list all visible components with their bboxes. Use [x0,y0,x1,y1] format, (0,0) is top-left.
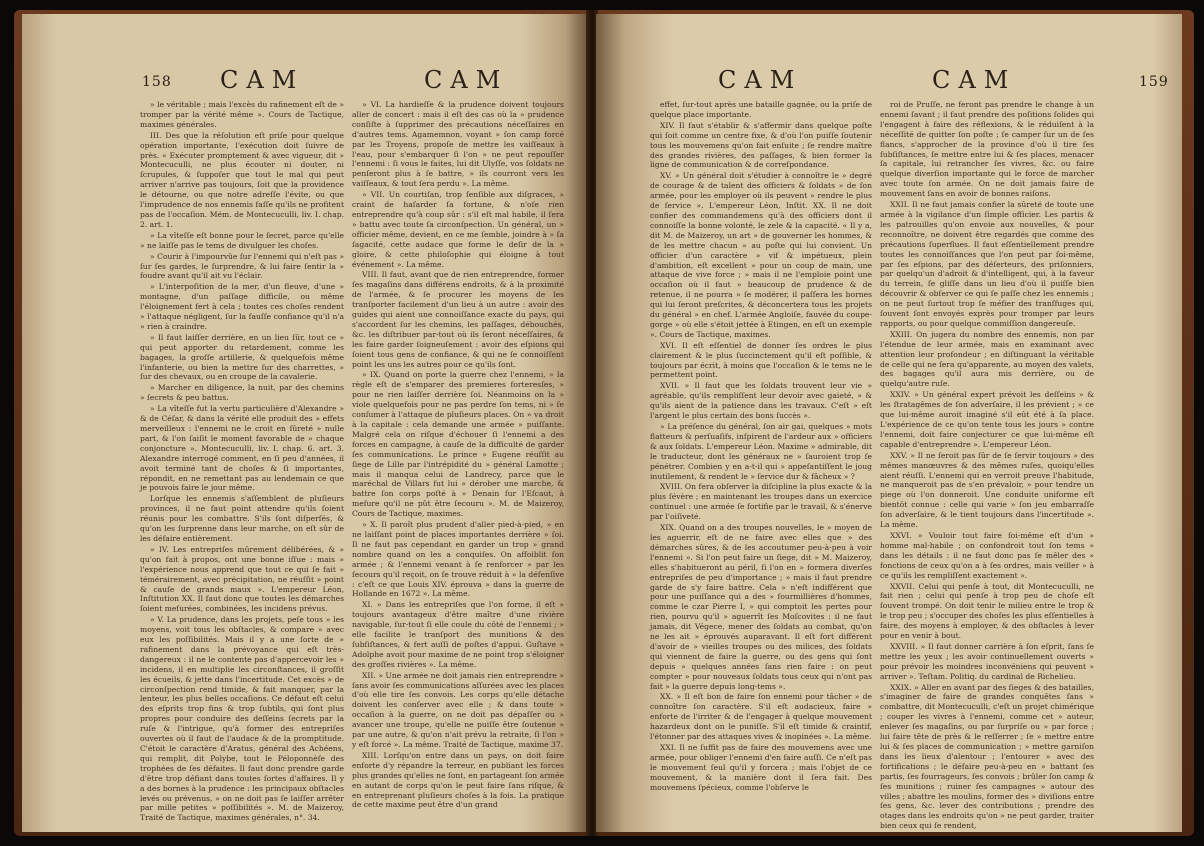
paragraph: XXIV. » Un général expert prévoit les deſſeins » & les ſtratagêmes de ſon adverſaire, il les prévient ; » ce que lui-même auroit imaginé s'il eût été à ſa place. L'expérience de ce qu'on tente tous les jours » contre l'ennemi, doit faire conjecturer ce que lui-même eſt capable d'entreprendre ». L'empereur Léon. [880,390,1094,449]
paragraph: XV. » Un général doit s'étudier à connoître le » degré de courage & de talent des officiers & ſoldats » de ſon armée, pour les employer où ils peuvent » rendre le plus de ſervice ». L'empereur Léon, Inſtit. XX. Il ne doit confier des commandemens qu'à des officiers dont il connoiſſe la bonne volonté, le zele & la capacité. « Il y a, dit M. de Maizeroy, un art » de gouverner les hommes, & de les mettre chacun » au poſte qui lui convient. Un officier d'un caractère » vif & impétueux, plein d'ambition, eſt excellent » pour un coup de main, une attaque de vive force ; » mais il ne l'emploie point une occaſion où il faut » beaucoup de prudence & de retenue, il ne pourra » ſe modérer, il paſſera les bornes qui lui ſeront preſcrites, & déconcertera tous les projets du général » en chef. L'armée Angloiſe, fauvée du coupe-gorge » où elle s'étoit jettée à Etingen, en eſt un exemple ». Cours de Tactique, maximes. [650,171,872,339]
left-page-column-1 [140,100,344,823]
page-number: 158 [142,74,172,90]
paragraph: III. Des que la réſolution eſt priſe pour quelque opération importante, l'exécution doit ſuivre de près. « Exécuter promptement & avec vigueur, dit » Montecuculli, ne plus écouter ni douter, ni ſcrupules, & ſuppoſer que tout le mal qui peut arriver n'arrive pas toujours, ſoit que la providence le détourne, ou que notre adreſſe l'évite, ou que l'imprudence de nos ennemis faſſe qu'ils ne profitent pas de l'occaſion. Mém. de Montecuculli, liv. I. chap. 2. art. 1. [140,130,344,229]
paragraph: XIX. Quand on a des troupes nouvelles, le » moyen de les aguerrir, eſt de ne faire avec elles que » des démarches sûres, & de les accoutumer peu-à-peu à voir l'ennemi ». Si l'on peut faire un ſiege, dit » M. Maizeroy, elles s'habitueront au péril, ſi l'on en » formera diverſes entrepriſes de peu d'importance ; » mais il faut prendre garde de s'y faire battre. Cela » n'eſt indifférent que pour une puiſſance qui a des » fourmillières d'hommes, comme le czar Pierre I, » qui comptoit les pertes pour rien, pourvu qu'il » aguerrît ſes Moſcovites : il ne faut jamais, dit Végece, mener des ſoldats au combat, qu'on ne les ait » éprouvés auparavant. Il eſt fort différent d'avoir de » vieilles troupes ou des milices, des ſoldats qui viennent de faire la guerre, ou des gens qui ſont depuis » quelques années ſans rien faire : on peut compter » pour nouveaux ſoldats tous ceux qui n'ont pas fait » la guerre depuis long-tems ». [650,523,872,691]
right-page-header [596,66,1182,96]
page-number: 159 [1139,74,1169,90]
paragraph: XVI. Il eſt eſſentiel de donner ſes ordres le plus clairement & le plus ſuccinctement qu'il eſt poſſible, & toujours par écrit, à moins que l'occaſion & le tems ne le permettent point. [650,340,872,380]
paragraph: XXIII. On jugera du nombre des ennemis, non par l'étendue de leur armée, mais en examinant avec attention leur profondeur ; en diſtinguant la véritable de celle qui ne ſera qu'apparente, au moyen des valets, des bagages qu'il aura mis derrière, ou de quelqu'autre ruſe. [880,329,1094,389]
paragraph: » La préſence du général, ſon air gai, quelques » mots flatteurs & perſuaſifs, inſpirent de l'ardeur aux » officiers & aux ſoldats. L'empereur Léon. Maxime » admirable, dit le traducteur, dont les généraux ne » ſauroient trop ſe pénétrer. Combien y en a-t-il qui » appeſantiſſent le joug inutilement, & rendent le » ſervice dur & fâcheux » ? [650,422,872,481]
paragraph: XIV. Il faut s'établir & s'affermir dans quelque poſte qui ſoit comme un centre fixe, & d'où l'on puiſſe ſoutenir tous les mouvemens qu'on fait enſuite ; ſe rendre maître des grandes rivières, des paſſages, & bien former la ligne de communication & de correſpondance. [650,120,872,170]
paragraph: XX. » Il eſt bon de faire ſon ennemi pour tâcher » de connoître ſon caractère. S'il eſt audacieux, faire » enforte de l'irriter & de l'engager à quelque mouvement hazardeux dont on le puniſſe. S'il eſt timide & craintif, l'étonner par des attaques vives & inopinées ». La même. [650,692,872,742]
paragraph: XXVI. » Vouloir tout faire ſoi-même eſt d'un » homme mal-habile ; on confondroit tout ſon tems » dans les détails : il ne faut donc pas ſe mêler des » fonctions de ceux qu'on a à ſes ordres, mais veiller » à ce qu'ils les rempliſſent exactement ». [880,530,1094,580]
paragraph: XI. » Dans les entrepriſes que l'on forme, il eſt » toujours avantageux d'être maître d'une rivière navigable, ſur-tout ſi elle coule du côté de l'ennemi ; » elle facilite le tranſport des munitions & des ſubſiſtances, & fert auſſi de poſtes d'appui. Guſtave » Adolphe avoit pour maxime de ne point trop s'éloigner des groſſes rivières ». La même. [352,600,564,669]
right-page [596,14,1182,832]
running-head: CAM [718,66,803,94]
paragraph: VIII. Il faut, avant que de rien entreprendre, former ſes magaſins dans différens endroits, & à la proximité de l'armée, & ſe procurer les moyens de les tranſporter facilement d'un lieu à un autre : avoir des guides qui aient une connoiſſance exacte du pays, qui s'accordent ſur les chemins, les paſſages, débouchés, &c. les diſtribuer par-tout où ils ſeront néceſſaires, & les faire garder ſoigneuſement : avoir des eſpions qui ſoient tous gens de confiance, & qui ne ſe connoiſſent point les uns les autres pour ce qu'ils ſont. [352,270,564,369]
right-page-column-1 [650,100,872,818]
left-page [22,14,588,832]
paragraph: » le véritable ; mais l'excès du rafinement eſt de » tromper par la vérité même ». Cours de Tactique, maximes générales. [140,100,344,129]
paragraph: » V. La prudence, dans les projets, peſe tous » les moyens, voit tous les obſtacles, & compare » avec eux les poſſibilités. Mais il y a une ſorte de » rafinement dans la prévoyance qui eſt très-dangereux : il ne le contente pas d'appercevoir les » incidens, il en multiplie les circonſtances, il groſſit les écueils, & jette dans l'incertitude. Cet excès » de circonſpection rend timide, & fait manquer, par la lenteur, les plus belles occaſions. Ce défaut eſt celui des eſprits trop fins & trop ſubtils, qui ſont plus propres pour conduire des deſſeins ſecrets par la ruſe & l'intrigue, qu'à former des entrepriſes ouvertes où il faut de l'audace & de la promptitude. C'étoit le caractère d'Aratus, général des Achéens, qui remplit, dit Polybe, tout le Péloponnèſe des trophées de ſes défaites. Il faut donc prendre garde d'être trop défiant dans toutes ſortes d'affaires. Il y a des bornes à la prudence : les principaux obſtacles levés ou prévenus, » on ne doit pas ſe laiſſer arrêter par mille petites » poſſibilités ». M. de Maizeroy, Traité de Tactique, maximes générales, n°. 34. [140,615,344,823]
paragraph: Lorſque les ennemis s'aſſemblent de pluſieurs provinces, il ne faut point attendre qu'ils ſoient réunis pour les combattre. S'ils ſont diſperſés, & qu'on les ſurprenne dans leur marche, on eſt sûr de les défaire entièrement. [140,494,344,543]
paragraph: » Il faut laiſſer derrière, en un lieu ſûr, tout ce » qui peut apporter du retardement, comme les bagages, la groſſe artillerie, & quelquefois même l'infanterie, ou bien la mettre ſur des charrettes, » ſur des chevaux, ou en croupe de la cavalerie. [140,332,344,382]
paragraph: XXV. » Il ne ſeroit pas ſûr de ſe ſervir toujours » des mêmes manœuvres & des mêmes ruſes, quoiqu'elles aient réuſſi. L'ennemi qui en verroit preuve l'habitude, ne manqueroit pas de s'en prévaloir, » pour tendre un piege où l'on donneroit. Une conduite uniforme eſt bientôt connue : celle qui varie » ſon jeu embarraſſe ſon adverſaire, & le tient toujours dans l'incertitude ». La même. [880,450,1094,530]
running-head: CAM [424,66,509,94]
running-head: CAM [932,66,1017,94]
paragraph: » IV. Les entrepriſes mûrement délibérées, & » qu'on fait à propos, ont une bonne iſſue : mais » l'expérience nous apprend que tout ce qui ſe fait » témérairement, avec précipitation, ne réuſſit » point & cauſe de grands maux ». L'empereur Léon, Inſtitution XX. Il faut donc que toutes les démarches ſoient meſurées, combinées, les incidens prévus. [140,544,344,614]
paragraph: » VII. Un courtiſan, trop ſenſible aux diſgraces, » craint de haſarder ſa fortune, & n'oſe rien entreprendre qu'à coup sûr : s'il eſt mal habile, il ſera » battu avec toute ſa circonſpection. Un général, un » officier même, devient, en ce me ſemble, joindre à » ſa ſagacité, cette audace que forme le deſir de la » gloire, & cette philoſophie qui éloigne à tout événement ». La même. [352,190,564,269]
left-page-header [22,66,588,96]
paragraph: » Marcher en diligence, la nuit, par des chemins » ſecrets & peu battus. [140,383,344,403]
paragraph: XXVII. Celui qui penſe à tout, dit Montecuculli, ne fait rien ; celui qui penſe à trop peu de choſe eſt ſouvent trompé. On doit tenir le milieu entre le trop & le trop peu ; s'occuper des choſes les plus eſſentielles à faire, des moyens à employer, & des obſtacles à lever pour en venir à bout. [880,581,1094,641]
left-page-column-2 [352,100,564,818]
right-page-column-2 [880,100,1094,831]
paragraph: » X. Il paroît plus prudent d'aller pied-à-pied, » en ne laiſſant point de places importantes derrière » ſoi. Il ne faut pas cependant en garder un trop » grand nombre quand on les a conquiſes. On affoiblit ſon armée ; & l'ennemi venant à ſe renforcer » par les ſecours qu'il reçoit, on ſe trouve réduit à » la défenſive : c'eſt ce que Louis XIV. éprouva » dans la guerre de Hollande en 1672 ». La même. [352,520,564,599]
paragraph: XIII. Lorſqu'on entre dans un pays, on doit faire enforte d'y répandre la terreur, en publiant les forces plus grandes qu'elles ne ſont, en partageant ſon armée en autant de corps qu'on le peut faire ſans riſque, & en entreprenant pluſieurs choſes à la fois. La pratique de cette maxime peut être d'un grand [352,750,564,810]
paragraph: XXIX. » Aller en avant par des ſieges & des batailles, s'imaginer de faire de grandes conquêtes ſans » combattre, dit Montecuculli, c'eſt un projet chimérique ; couper les vivres à l'ennemi, comme cet » auteur, enlever ſes magaſins, ou par ſurpriſe ou » par force ; lui faire tête de près & le reſſerrer ; ſe » mettre entre lui & ſes places de communication ; » mettre garniſon dans les lieux d'alentour ; l'entourer » avec des fortifications ; le défaire peu-à-peu en » battant ſes partis, ſes fourrageurs, ſes convois ; brûler ſon camp & ſes munitions ; ruiner ſes campagnes » autour des villes ; abattre les moulins, former des » diviſions entre ſes gens, &c. lever des contributions ; prendre des otages dans les endroits qu'on » ne peut garder, traiter bien ceux qui ſe rendent, [880,682,1094,831]
paragraph: » VI. La hardieſſe & la prudence doivent toujours aller de concert : mais il eſt des cas où la » prudence conſiſte à ſupprimer des précautions néceſſaires en d'autres tems. Agamemnon, voyant » ſon camp forcé par les Troyens, propoſe de mettre les vaiſſeaux à l'eau, pour s'embarquer ſi l'on » ne peut repouſſer l'ennemi : ſi vous le faites, lui dit Ulyſſe, vos ſoldats ne penſeront plus à ſe battre, » ils courront vers les vaiſſeaux, & tout ſera perdu ». La même. [352,100,564,189]
paragraph: roi de Pruſſe, ne feront pas prendre le change à un ennemi ſavant ; il faut prendre des poſitions ſolides qui l'engagent à faire des réflexions, & le réduiſent à la néceſſité de quitter ſon poſte ; ſe camper ſur un de ſes flancs, s'approcher de la province d'où il tire ſes ſubſiſtances, ſe mettre entre lui & ſes places, menacer ſa capitale, lui retrancher ſes vivres, &c. ou faire quelque diverſion importante qui le force de marcher avec toute ſon armée. On ne doit jamais faire de mouvement ſans en avoir de bonnes raiſons. [880,100,1094,199]
paragraph: » L'interpoſition de la mer, d'un fleuve, d'une » montagne, d'un paſſage difficile, ou même l'éloignement fert à cela ; toutes ces choſes rendent » l'attaque négligent, ſur la fauſſe confiance qu'il n'a » rien à craindre. [140,282,344,331]
paragraph: XXII. Il ne faut jamais confier la sûreté de toute une armée à la vigilance d'un ſimple officier. Les partis & les patrouilles qu'on envoie aux nouvelles, & pour reconnoître, ne doivent être regardés que comme des précautions ſuperflues. Il faut eſſentiellement prendre toutes les connoiſſances que l'on peut par ſoi-même, par ſes eſpions, par des déſerteurs, des priſonniers, par quelqu'un d'adroit & d'intelligent, qui, à la faveur du terrein, ſe gliſſe dans un lieu d'où il puiſſe bien découvrir & obſerver ce qui ſe paſſe chez les ennemis ; on ne peut ſurtout trop ſe méfier des tranſfuges qui, ſouvent ſont envoyés exprès pour tromper par leurs rapports, ou pour quelque commiſſion dangereuſe. [880,200,1094,328]
paragraph: XVIII. On fera obſerver la diſcipline la plus exacte & la plus ſévère ; en maintenant les troupes dans un exercice continuel : une armée ſe fortifie par le travail, & s'énerve par l'oiſiveté. [650,482,872,522]
paragraph: XVII. » Il faut que les ſoldats trouvent leur vie » agréable, qu'ils rempliſſent leur devoir avec gaieté, » & qu'ils aient de la patience dans les travaux. C'eſt » eſt l'argent le plus certain des bons ſuccès ». [650,381,872,421]
paragraph: » IX. Quand on porte la guerre chez l'ennemi, » la règle eſt de s'emparer des premieres forteresſes, » pour ne rien laiſſer derrière ſoi. Néanmoins on la » viole quelquefois pour ne pas perdre ſon tems, ni » ſe conſumer à l'attaque de pluſieurs places. On » va droit à la capitale : cela demande une armée » puiſſante. Malgré cela on riſque d'échouer ſi l'ennemi a des forces en campagne, à cauſe de la difficulté de garder ſes communications. Le prince » Eugene réuſſit au ſiege de Lille par l'intrépidité du » général Lamotte ; mais il manqua celui de Landrecy, parce que le maréchal de Villars fut lui » dérober une marche, & battre ſon corps poſté à » Denain ſur l'Eſcaut, à meſure qu'il ne pût être ſecouru ». M. de Maizeroy, Cours de Tactique, maximes. [352,370,564,519]
paragraph: XII. » Une armée ne doit jamais rien entreprendre » ſans avoir ſes communications aſſurées avec les places d'où elle tire ſes convois. Les corps qu'elle détache doivent les conſerver avec elle ; & dans toute » occaſion à la guerre, on ne doit pas dépaſſer ou » avancer une troupe, qu'elle ne puiſſe être ſoutenue » par une autre, & qu'on n'ait prévu la retraite, ſi l'on » y eſt forcé ». La même. Traité de Tactique, maxime 37. [352,670,564,749]
paragraph: » Courir à l'impourvûe ſur l'ennemi qui n'eſt pas » ſur ſes gardes, le ſurprendre, & lui faire ſentir la » foudre avant qu'il ait vu l'éclair. [140,251,344,281]
paragraph: » La vîteſſe fut la vertu particulière d'Alexandre » & de Céſar, & dans la vérité elle produit des » effets merveilleux : l'ennemi ne le croit en ſûreté » nulle part, & l'on ſaiſit le moment favorable de » chaque conjoncture ». Montecuculli, liv. I. chap. 6. art. 3. Alexandre interrogé comment, en ſi peu d'années, il avoit terminé tant de choſes & ſi importantes, répondit, en ne remettant pas au lendemain ce que je pouvois faire le jour même. [140,404,344,493]
paragraph: effet, ſur-tout après une bataille gagnée, ou la priſe de quelque place importante. [650,100,872,119]
paragraph: » La vîteſſe eſt bonne pour le ſecret, parce qu'elle » ne laiſſe pas le tems de divulguer les choſes. [140,230,344,250]
paragraph: XXI. Il ne ſuffit pas de faire des mouvemens avec une armée, pour obliger l'ennemi d'en faire auſſi. Ce n'eſt pas le mouvement ſeul qu'il y forcera ; mais l'objet de ce mouvement, & la manière dont il ſera fait. Des mouvemens ſpécieux, comme l'obſerve le [650,743,872,792]
paragraph: XXVIII. » Il faut donner carrière à ſon eſprit, ſans ſe mettre les yeux ; les avoir continuellement ouverts » pour prévoir les moindres inconvéniens qui peuvent » arriver ». Teſtam. Politiq. du cardinal de Richelieu. [880,641,1094,681]
running-head: CAM [220,66,305,94]
